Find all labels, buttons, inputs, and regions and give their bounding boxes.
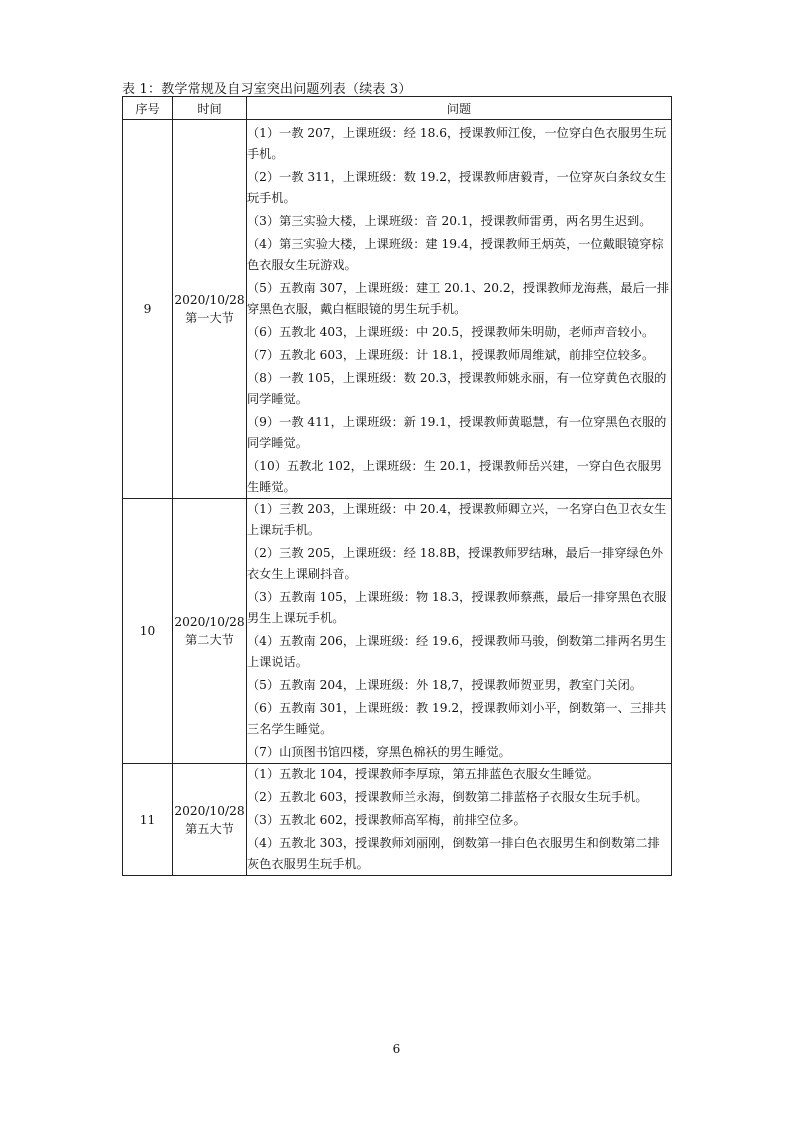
issue-item: （4）第三实验大楼，上课班级：建 19.4，授课教师王炳英，一位戴眼镜穿棕色衣服女生玩游戏。 [247, 237, 664, 272]
row-time [173, 764, 247, 876]
row-time [173, 499, 247, 764]
row-period: 第二大节 [185, 633, 234, 647]
row-issues [247, 499, 672, 764]
row-seq: 9 [123, 120, 173, 499]
row-date: 2020/10/28 [174, 615, 245, 629]
row-seq: 10 [123, 499, 173, 764]
issue-item: （3）第三实验大楼，上课班级：音 20.1，授课教师雷勇，两名男生迟到。 [247, 214, 652, 228]
table-row [123, 120, 672, 499]
issue-item: （4）五教北 303，授课教师刘丽刚，倒数第一排白色衣服男生和倒数第二排灰色衣服男生玩手机。 [247, 836, 660, 871]
issue-item: （2）三教 205，上课班级：经 18.8B，授课教师罗结琳，最后一排穿绿色外衣女生上课刷抖音。 [247, 546, 664, 581]
header-issues: 问题 [247, 97, 672, 120]
issue-item: （1）三教 203，上课班级：中 20.4，授课教师卿立兴，一名穿白色卫衣女生上课玩手机。 [247, 502, 667, 537]
table-row [123, 764, 672, 876]
page-number: 6 [392, 1042, 401, 1056]
issue-item: （1）一教 207，上课班级：经 18.6，授课教师江俊，一位穿白色衣服男生玩手机。 [247, 126, 667, 161]
row-date: 2020/10/28 [174, 293, 245, 307]
issues-table [122, 96, 672, 876]
table-header-row [123, 97, 672, 120]
issue-item: （7）五教北 603，上课班级：计 18.1，授课教师周维斌，前排空位较多。 [247, 348, 655, 362]
issue-item: （6）五教南 301，上课班级：教 19.2，授课教师刘小平，倒数第一、三排共三名学生睡觉。 [247, 701, 667, 736]
issue-item: （9）一教 411，上课班级：新 19.1，授课教师黄聪慧，有一位穿黑色衣服的同学睡觉。 [247, 415, 667, 450]
table-row [123, 499, 672, 764]
issue-item: （7）山顶图书馆四楼，穿黑色棉袄的男生睡觉。 [247, 745, 511, 759]
table-caption: 表 1：教学常规及自习室突出问题列表（续表 3） [122, 82, 412, 97]
issue-item: （5）五教南 204，上课班级：外 18,7，授课教师贺亚男，教室门关闭。 [247, 678, 642, 692]
row-seq: 11 [123, 764, 173, 876]
issue-item: （5）五教南 307，上课班级：建工 20.1、20.2，授课教师龙海燕，最后一排穿黑色衣服，戴白框眼镜的男生玩手机。 [247, 281, 670, 316]
issue-item: （10）五教北 102，上课班级：生 20.1，授课教师岳兴建，一穿白色衣服男生睡觉。 [247, 459, 662, 494]
issue-item: （4）五教南 206，上课班级：经 19.6，授课教师马骏，倒数第二排两名男生上课说话。 [247, 634, 667, 669]
issue-item: （3）五教南 105，上课班级：物 18.3，授课教师蔡燕，最后一排穿黑色衣服男生上课玩手机。 [247, 590, 667, 625]
row-period: 第一大节 [185, 311, 234, 325]
header-seq: 序号 [123, 97, 173, 120]
row-issues [247, 120, 672, 499]
header-time: 时间 [173, 97, 247, 120]
row-issues [247, 764, 672, 876]
row-date: 2020/10/28 [174, 803, 245, 818]
issue-item: （2）一教 311，上课班级：数 19.2，授课教师唐毅青，一位穿灰白条纹女生玩手机。 [247, 170, 667, 205]
issue-item: （8）一教 105，上课班级：数 20.3，授课教师姚永丽，有一位穿黄色衣服的同学睡觉。 [247, 371, 667, 406]
issue-item: （2）五教北 603，授课教师兰永海，倒数第二排蓝格子衣服女生玩手机。 [247, 790, 648, 804]
issue-item: （1）五教北 104，授课教师李厚琼，第五排蓝色衣服女生睡觉。 [247, 767, 599, 781]
row-time [173, 120, 247, 499]
row-period: 第五大节 [185, 821, 234, 836]
issue-item: （6）五教北 403，上课班级：中 20.5，授课教师朱明勋，老师声音较小。 [247, 325, 655, 339]
issue-item: （3）五教北 602，授课教师高军梅，前排空位多。 [247, 813, 526, 827]
